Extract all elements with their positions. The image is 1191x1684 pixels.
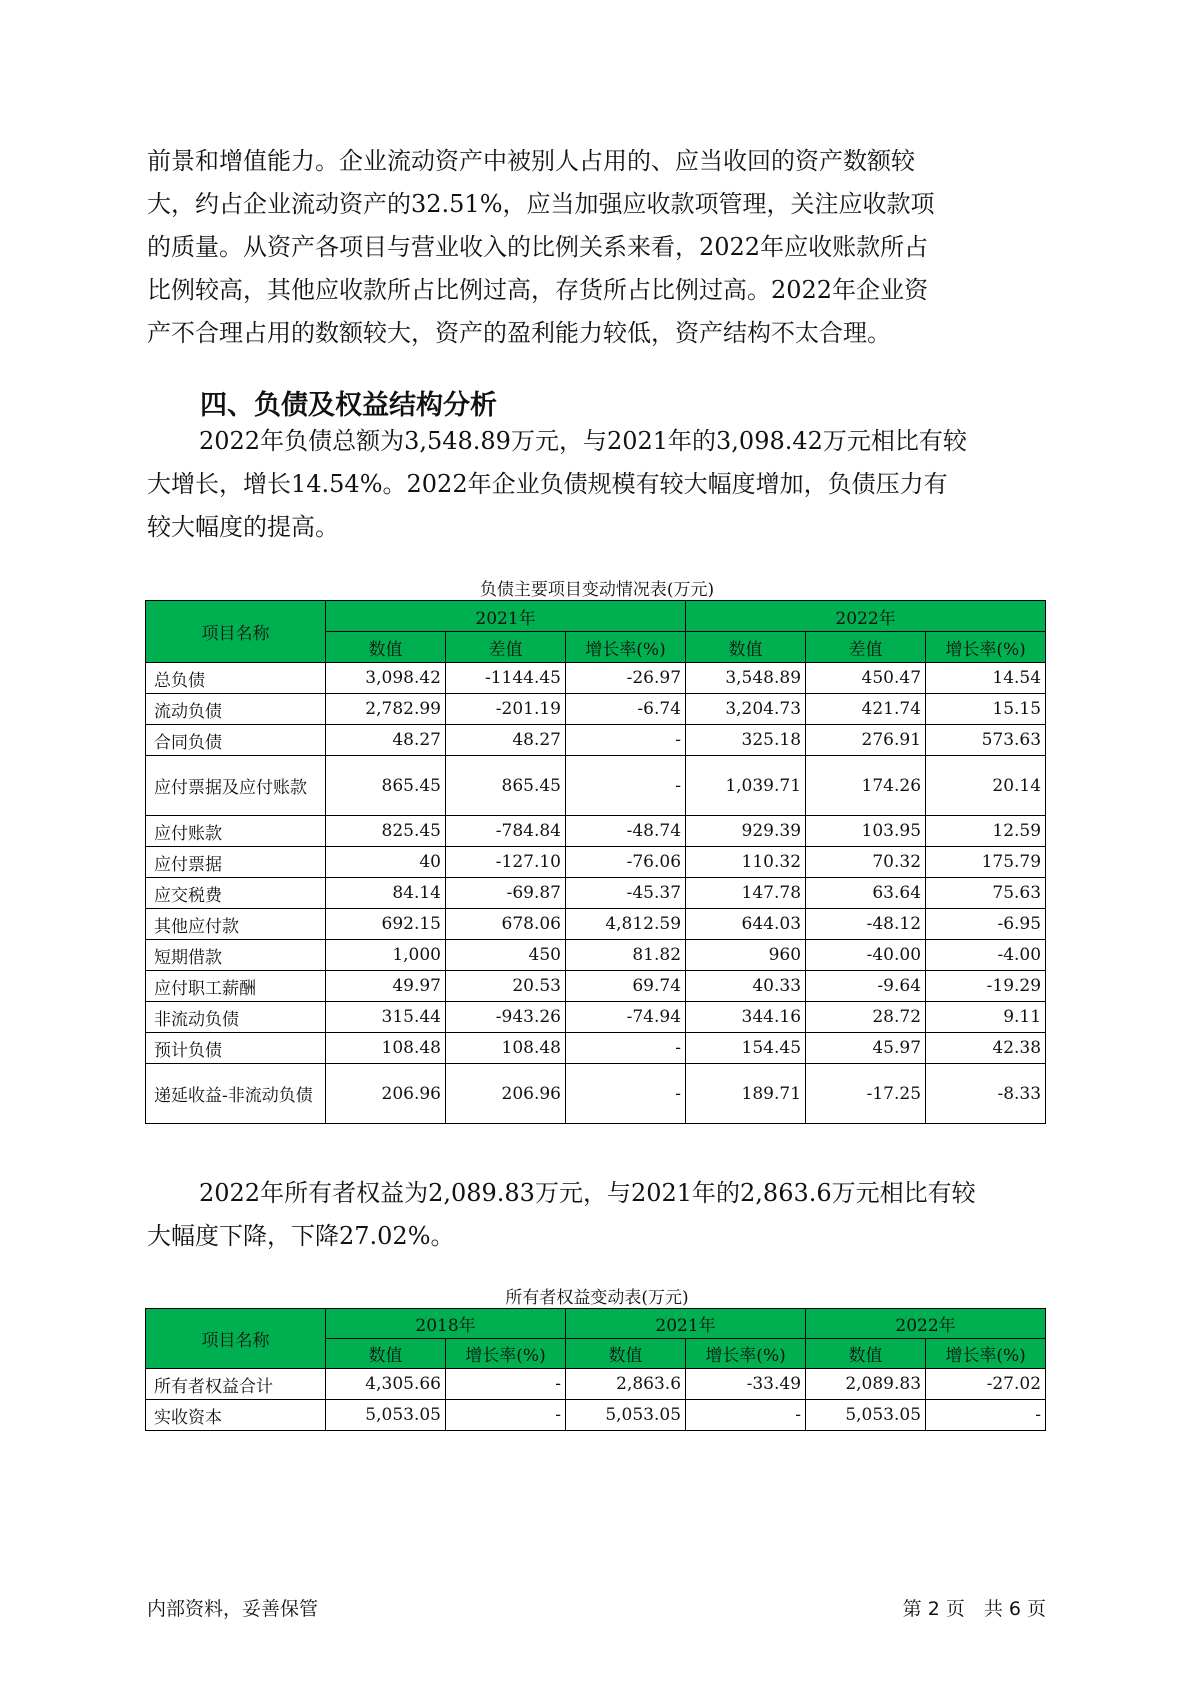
col-header: 数值 <box>326 1339 446 1369</box>
table-cell: 48.27 <box>446 725 566 756</box>
table-row <box>146 1400 1046 1431</box>
text-line: 产不合理占用的数额较大，资产的盈利能力较低，资产结构不太合理。 <box>147 319 891 347</box>
table-cell: 421.74 <box>806 694 926 725</box>
row-label: 应付票据及应付账款 <box>146 756 326 816</box>
row-label: 非流动负债 <box>146 1002 326 1033</box>
table-cell: - <box>566 725 686 756</box>
table-cell: 110.32 <box>686 847 806 878</box>
table-cell: -17.25 <box>806 1064 926 1124</box>
year-header: 2021年 <box>326 601 686 632</box>
table-row <box>146 816 1046 847</box>
table-row <box>146 725 1046 756</box>
table-cell: -1144.45 <box>446 663 566 694</box>
table-row <box>146 756 1046 816</box>
row-label: 应付账款 <box>146 816 326 847</box>
row-label: 所有者权益合计 <box>146 1369 326 1400</box>
col-header: 数值 <box>566 1339 686 1369</box>
table-cell: 276.91 <box>806 725 926 756</box>
col-header: 数值 <box>686 632 806 663</box>
table-row <box>146 1369 1046 1400</box>
row-label: 流动负债 <box>146 694 326 725</box>
table-cell: 2,782.99 <box>326 694 446 725</box>
table-cell: 40.33 <box>686 971 806 1002</box>
row-label: 应交税费 <box>146 878 326 909</box>
table-cell: 14.54 <box>926 663 1046 694</box>
table-cell: 2,863.6 <box>566 1369 686 1400</box>
row-label: 应付票据 <box>146 847 326 878</box>
table-row <box>146 940 1046 971</box>
col-header: 增长率(%) <box>566 632 686 663</box>
col-header: 增长率(%) <box>926 632 1046 663</box>
table-cell: 692.15 <box>326 909 446 940</box>
col-header: 数值 <box>806 1339 926 1369</box>
table-cell: 75.63 <box>926 878 1046 909</box>
table-cell: 108.48 <box>326 1033 446 1064</box>
table-cell: 2,089.83 <box>806 1369 926 1400</box>
row-label: 应付职工薪酬 <box>146 971 326 1002</box>
table-row <box>146 1002 1046 1033</box>
table-cell: 450.47 <box>806 663 926 694</box>
col-header: 增长率(%) <box>686 1339 806 1369</box>
row-label: 其他应付款 <box>146 909 326 940</box>
text-line: 大，约占企业流动资产的32.51%，应当加强应收款项管理，关注应收款项 <box>147 190 935 218</box>
text-line: 前景和增值能力。企业流动资产中被别人占用的、应当收回的资产数额较 <box>147 147 915 175</box>
table-cell: 103.95 <box>806 816 926 847</box>
table-cell: -27.02 <box>926 1369 1046 1400</box>
table-cell: 69.74 <box>566 971 686 1002</box>
table-cell: 5,053.05 <box>806 1400 926 1431</box>
table-row <box>146 909 1046 940</box>
table-cell: 63.64 <box>806 878 926 909</box>
table-cell: 20.53 <box>446 971 566 1002</box>
table-cell: -4.00 <box>926 940 1046 971</box>
table-cell: 108.48 <box>446 1033 566 1064</box>
liability-table <box>145 600 1046 1124</box>
table-cell: 174.26 <box>806 756 926 816</box>
table-cell: - <box>566 756 686 816</box>
text-line: 较大幅度的提高。 <box>147 513 339 541</box>
table-cell: 28.72 <box>806 1002 926 1033</box>
text-line: 大增长，增长14.54%。2022年企业负债规模有较大幅度增加，负债压力有 <box>147 470 948 498</box>
table-cell: 4,812.59 <box>566 909 686 940</box>
table-cell: 315.44 <box>326 1002 446 1033</box>
text-line: 的质量。从资产各项目与营业收入的比例关系来看，2022年应收账款所占 <box>147 233 929 261</box>
table-cell: -26.97 <box>566 663 686 694</box>
table-cell: -48.74 <box>566 816 686 847</box>
table-cell: 189.71 <box>686 1064 806 1124</box>
footer-page-number: 第 2 页 共 6 页 <box>902 1598 1046 1620</box>
table-cell: 344.16 <box>686 1002 806 1033</box>
table1-caption: 负债主要项目变动情况表(万元) <box>479 580 715 600</box>
table-cell: -8.33 <box>926 1064 1046 1124</box>
table-cell: 573.63 <box>926 725 1046 756</box>
section-heading: 四、负债及权益结构分析 <box>200 390 497 421</box>
text-line: 2022年所有者权益为2,089.83万元，与2021年的2,863.6万元相比有较 <box>199 1179 976 1207</box>
year-header: 2018年 <box>326 1309 566 1339</box>
table-cell: 70.32 <box>806 847 926 878</box>
table-cell: 3,548.89 <box>686 663 806 694</box>
table-cell: -19.29 <box>926 971 1046 1002</box>
table-cell: 147.78 <box>686 878 806 909</box>
year-header: 2022年 <box>806 1309 1046 1339</box>
table-cell: 20.14 <box>926 756 1046 816</box>
table-cell: 4,305.66 <box>326 1369 446 1400</box>
item-name-header: 项目名称 <box>146 601 326 663</box>
table-cell: 154.45 <box>686 1033 806 1064</box>
table-row <box>146 971 1046 1002</box>
row-label: 短期借款 <box>146 940 326 971</box>
col-header: 增长率(%) <box>446 1339 566 1369</box>
paragraph-asset-analysis <box>147 140 1047 355</box>
table-cell: - <box>686 1400 806 1431</box>
table-cell: 825.45 <box>326 816 446 847</box>
table-row <box>146 878 1046 909</box>
table-cell: -201.19 <box>446 694 566 725</box>
table-cell: 1,039.71 <box>686 756 806 816</box>
table-cell: 45.97 <box>806 1033 926 1064</box>
table-cell: -45.37 <box>566 878 686 909</box>
paragraph-liability-summary <box>147 420 1047 549</box>
table-cell: 450 <box>446 940 566 971</box>
row-label: 预计负债 <box>146 1033 326 1064</box>
paragraph-equity-summary <box>147 1172 1047 1258</box>
year-header: 2021年 <box>566 1309 806 1339</box>
row-label: 递延收益-非流动负债 <box>146 1064 326 1124</box>
table-cell: -76.06 <box>566 847 686 878</box>
table-cell: 9.11 <box>926 1002 1046 1033</box>
table-cell: 175.79 <box>926 847 1046 878</box>
footer-confidential: 内部资料，妥善保管 <box>147 1598 319 1620</box>
table-cell: - <box>926 1400 1046 1431</box>
text-line: 大幅度下降，下降27.02%。 <box>147 1222 455 1250</box>
table-cell: -9.64 <box>806 971 926 1002</box>
table-row <box>146 1064 1046 1124</box>
table-cell: 49.97 <box>326 971 446 1002</box>
table-cell: -40.00 <box>806 940 926 971</box>
row-label: 总负债 <box>146 663 326 694</box>
table-cell: -6.74 <box>566 694 686 725</box>
table-cell: 81.82 <box>566 940 686 971</box>
text-line: 比例较高，其他应收款所占比例过高，存货所占比例过高。2022年企业资 <box>147 276 929 304</box>
table-cell: -48.12 <box>806 909 926 940</box>
text-line: 2022年负债总额为3,548.89万元，与2021年的3,098.42万元相比有较 <box>199 427 967 455</box>
col-header: 数值 <box>326 632 446 663</box>
table-cell: 5,053.05 <box>326 1400 446 1431</box>
table-cell: 3,204.73 <box>686 694 806 725</box>
table-cell: 3,098.42 <box>326 663 446 694</box>
col-header: 增长率(%) <box>926 1339 1046 1369</box>
table-cell: -943.26 <box>446 1002 566 1033</box>
equity-table <box>145 1308 1046 1431</box>
table-cell: 678.06 <box>446 909 566 940</box>
table-cell: 15.15 <box>926 694 1046 725</box>
table-cell: 644.03 <box>686 909 806 940</box>
table-cell: - <box>566 1064 686 1124</box>
table-cell: 48.27 <box>326 725 446 756</box>
table-cell: -127.10 <box>446 847 566 878</box>
table-cell: 84.14 <box>326 878 446 909</box>
col-header: 差值 <box>806 632 926 663</box>
table-cell: 206.96 <box>326 1064 446 1124</box>
table-cell: 206.96 <box>446 1064 566 1124</box>
table-cell: 960 <box>686 940 806 971</box>
table-cell: 5,053.05 <box>566 1400 686 1431</box>
table-cell: - <box>446 1400 566 1431</box>
table2-caption: 所有者权益变动表(万元) <box>505 1288 689 1308</box>
table-cell: - <box>446 1369 566 1400</box>
item-name-header: 项目名称 <box>146 1309 326 1369</box>
table-cell: 1,000 <box>326 940 446 971</box>
year-header: 2022年 <box>686 601 1046 632</box>
table-cell: 40 <box>326 847 446 878</box>
col-header: 差值 <box>446 632 566 663</box>
table-row <box>146 1033 1046 1064</box>
table-cell: -33.49 <box>686 1369 806 1400</box>
table-cell: 929.39 <box>686 816 806 847</box>
row-label: 实收资本 <box>146 1400 326 1431</box>
table-cell: -74.94 <box>566 1002 686 1033</box>
table-cell: 42.38 <box>926 1033 1046 1064</box>
table-cell: -784.84 <box>446 816 566 847</box>
table-cell: -6.95 <box>926 909 1046 940</box>
table-cell: 865.45 <box>446 756 566 816</box>
table-cell: 325.18 <box>686 725 806 756</box>
table-cell: 12.59 <box>926 816 1046 847</box>
table-row <box>146 847 1046 878</box>
table-row <box>146 694 1046 725</box>
table-cell: -69.87 <box>446 878 566 909</box>
row-label: 合同负债 <box>146 725 326 756</box>
table-row <box>146 663 1046 694</box>
table-cell: - <box>566 1033 686 1064</box>
table-cell: 865.45 <box>326 756 446 816</box>
